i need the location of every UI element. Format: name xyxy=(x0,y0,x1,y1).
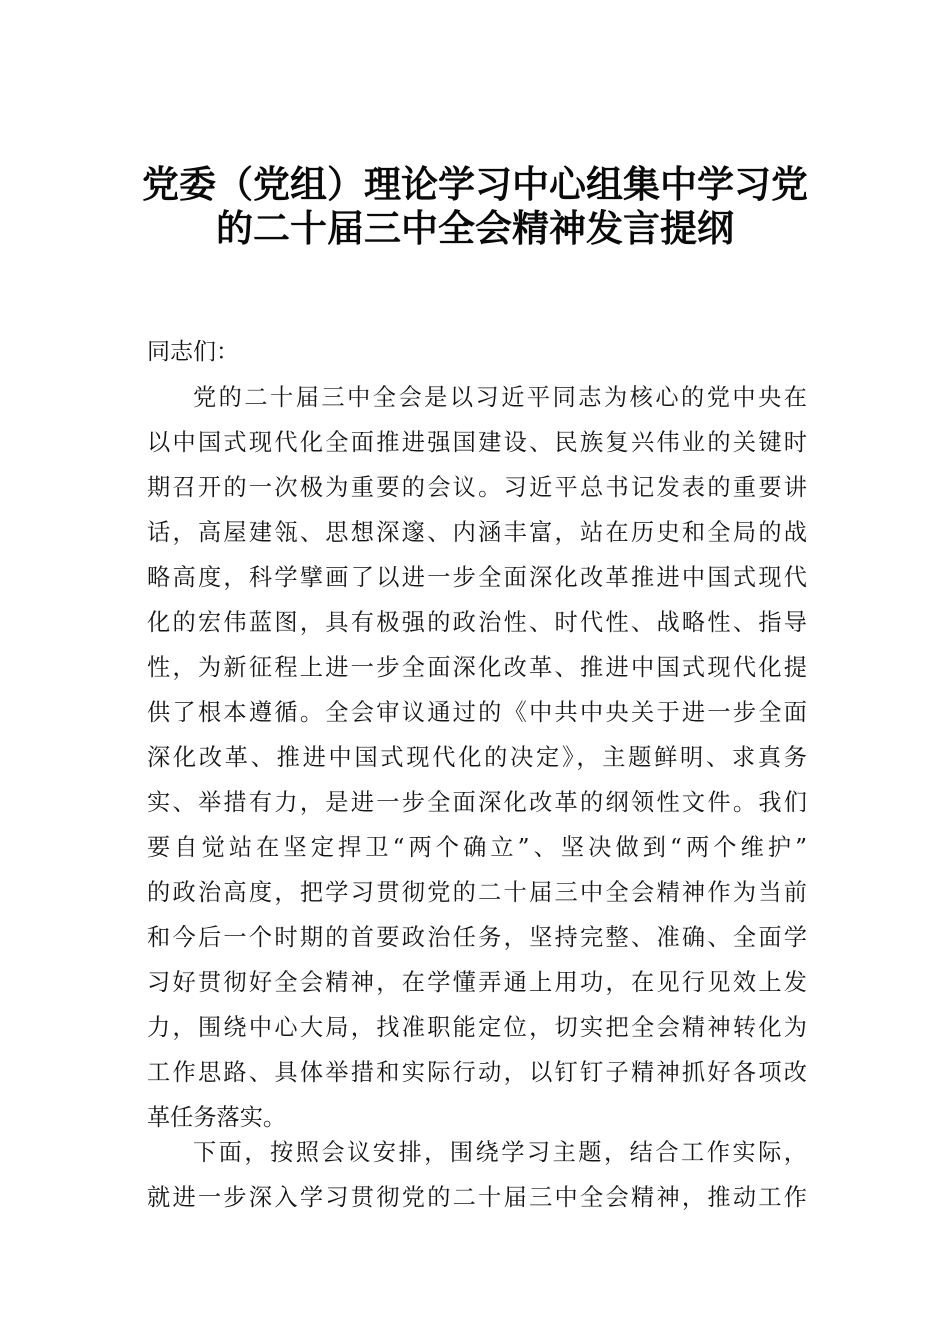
paragraph-line: 就进一步深入学习贯彻党的二十届三中全会精神，推动工作 xyxy=(147,1184,807,1211)
document-title-line-1: 党委（党组）理论学习中心组集中学习党 xyxy=(142,163,808,206)
paragraph-line: 的政治高度，把学习贯彻党的二十届三中全会精神作为当前 xyxy=(147,879,807,906)
paragraph-line: 以中国式现代化全面推进强国建设、民族复兴伟业的关键时 xyxy=(147,429,807,456)
paragraph-line: 工作思路、具体举措和实际行动，以钉钉子精神抓好各项改 xyxy=(147,1059,807,1086)
paragraph-line: 实、举措有力，是进一步全面深化改革的纲领性文件。我们 xyxy=(147,789,807,816)
paragraph-line: 习好贯彻好全会精神，在学懂弄通上用功，在见行见效上发 xyxy=(147,969,807,996)
paragraph-line: 和今后一个时期的首要政治任务，坚持完整、准确、全面学 xyxy=(147,924,807,951)
paragraph-line: 党的二十届三中全会是以习近平同志为核心的党中央在 xyxy=(193,384,807,411)
paragraph-line: 力，围绕中心大局，找准职能定位，切实把全会精神转化为 xyxy=(147,1014,807,1041)
paragraph-2 xyxy=(147,1130,807,1220)
salutation: 同志们： xyxy=(147,339,239,365)
paragraph-line: 革任务落实。 xyxy=(147,1104,287,1131)
paragraph-line: 话，高屋建瓴、思想深邃、内涵丰富，站在历史和全局的战 xyxy=(147,519,807,546)
document-title-line-2: 的二十届三中全会精神发言提纲 xyxy=(216,207,734,250)
paragraph-line: 下面，按照会议安排，围绕学习主题，结合工作实际， xyxy=(193,1139,807,1166)
paragraph-line: 化的宏伟蓝图，具有极强的政治性、时代性、战略性、指导 xyxy=(147,609,807,636)
paragraph-line: 要自觉站在坚定捍卫“两个确立”、坚决做到“两个维护” xyxy=(147,834,807,861)
paragraph-line: 略高度，科学擘画了以进一步全面深化改革推进中国式现代 xyxy=(147,564,807,591)
paragraph-line: 性，为新征程上进一步全面深化改革、推进中国式现代化提 xyxy=(147,654,807,681)
paragraph-line: 供了根本遵循。全会审议通过的《中共中央关于进一步全面 xyxy=(147,699,807,726)
paragraph-line: 期召开的一次极为重要的会议。习近平总书记发表的重要讲 xyxy=(147,474,807,501)
paragraph-line: 深化改革、推进中国式现代化的决定》，主题鲜明、求真务 xyxy=(147,744,807,771)
paragraph-1 xyxy=(147,375,807,1140)
